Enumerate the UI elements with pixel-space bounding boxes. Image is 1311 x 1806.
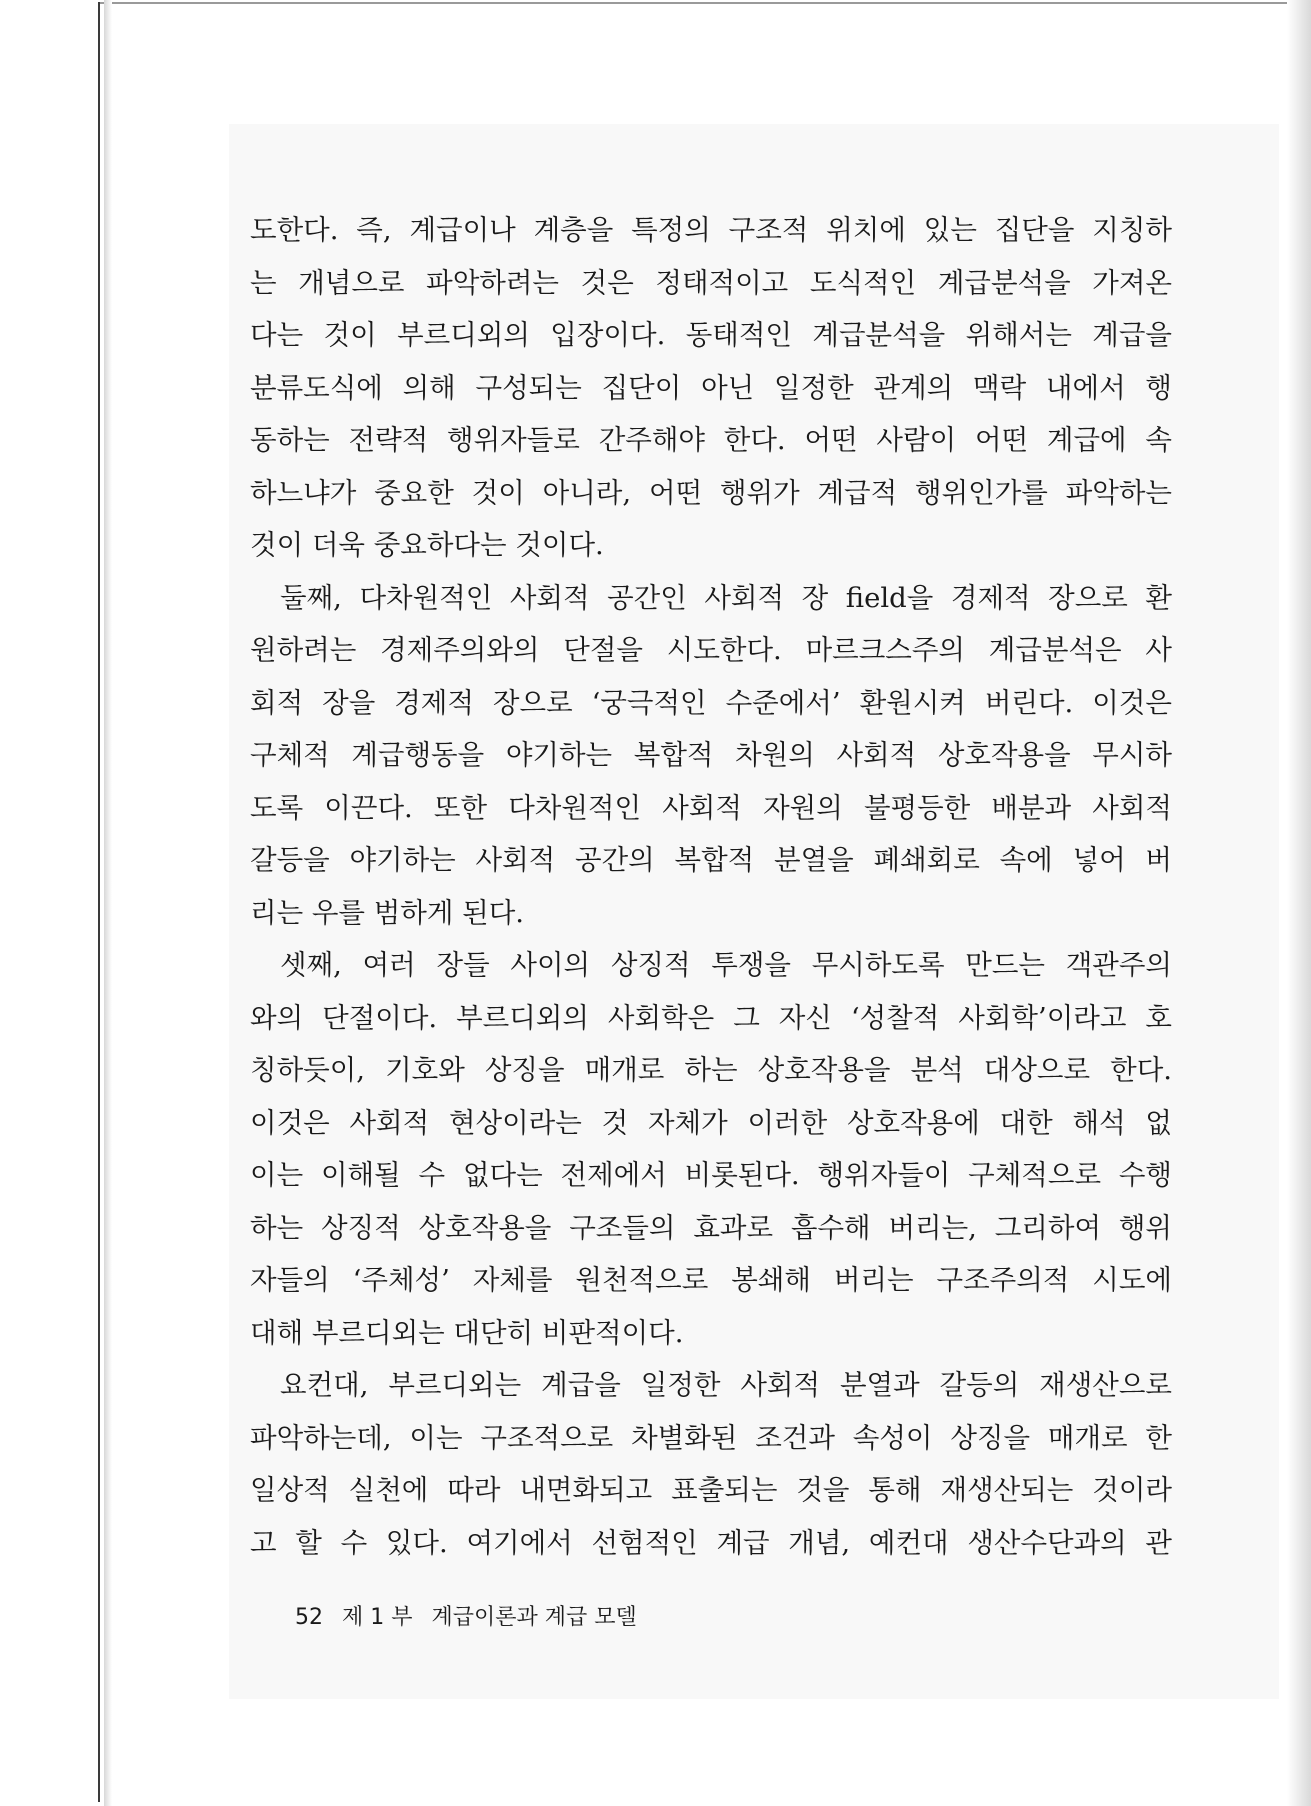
text-line: 하는 상징적 상호작용을 구조들의 효과로 흡수해 버리는, 그리하여 행위 [250, 1211, 1172, 1244]
page-footer [295, 1600, 637, 1631]
text-line: 회적 장을 경제적 장으로 ‘궁극적인 수준에서’ 환원시켜 버린다. 이것은 [250, 686, 1172, 719]
text-line: 자들의 ‘주체성’ 자체를 원천적으로 봉쇄해 버리는 구조주의적 시도에 [250, 1264, 1172, 1296]
text-line: 일상적 실천에 따라 내면화되고 표출되는 것을 통해 재생산되는 것이라 [250, 1474, 1172, 1506]
text-line: 파악하는데, 이는 구조적으로 차별화된 조건과 속성이 상징을 매개로 한 [250, 1421, 1172, 1454]
text-line: 것이 더욱 중요하다는 것이다. [250, 529, 604, 561]
text-line: 도록 이끈다. 또한 다차원적인 사회적 자원의 불평등한 배분과 사회적 [250, 791, 1172, 824]
text-line: 대해 부르디외는 대단히 비판적이다. [250, 1316, 684, 1349]
text-line: 동하는 전략적 행위자들로 간주해야 한다. 어떤 사람이 어떤 계급에 속 [250, 424, 1172, 456]
part-title: 계급이론과 계급 모델 [431, 1605, 637, 1630]
text-line: 이는 이해될 수 없다는 전제에서 비롯된다. 행위자들이 구체적으로 수행 [250, 1159, 1172, 1191]
text-line: 고 할 수 있다. 여기에서 선험적인 계급 개념, 예컨대 생산수단과의 관 [250, 1526, 1172, 1559]
text-line: 원하려는 경제주의와의 단절을 시도한다. 마르크스주의 계급분석은 사 [250, 634, 1172, 666]
text-line: 요컨대, 부르디외는 계급을 일정한 사회적 분열과 갈등의 재생산으로 [280, 1369, 1172, 1401]
text-line: 하느냐가 중요한 것이 아니라, 어떤 행위가 계급적 행위인가를 파악하는 [250, 476, 1172, 509]
body-text [250, 204, 1172, 1569]
text-line: 이것은 사회적 현상이라는 것 자체가 이러한 상호작용에 대한 해석 없 [250, 1106, 1172, 1139]
paragraph [250, 939, 1172, 1359]
paragraph [250, 572, 1172, 940]
page-binding-edge [104, 0, 112, 1806]
paragraph [250, 1359, 1172, 1569]
text-line: 둘째, 다차원적인 사회적 공간인 사회적 장 field을 경제적 장으로 환 [280, 581, 1172, 614]
text-line: 셋째, 여러 장들 사이의 상징적 투쟁을 무시하도록 만드는 객관주의 [280, 949, 1172, 981]
text-line: 분류도식에 의해 구성되는 집단이 아닌 일정한 관계의 맥락 내에서 행 [250, 371, 1172, 404]
page-top-edge [100, 2, 1289, 4]
page-number: 52 [295, 1605, 323, 1630]
text-line: 다는 것이 부르디외의 입장이다. 동태적인 계급분석을 위해서는 계급을 [250, 319, 1172, 351]
text-line: 도한다. 즉, 계급이나 계층을 특정의 구조적 위치에 있는 집단을 지칭하 [250, 214, 1172, 246]
part-label: 제 1 부 [342, 1605, 413, 1630]
text-line: 칭하듯이, 기호와 상징을 매개로 하는 상호작용을 분석 대상으로 한다. [250, 1054, 1172, 1086]
page-right-shadow [1287, 0, 1311, 1806]
text-line: 와의 단절이다. 부르디외의 사회학은 그 자신 ‘성찰적 사회학’이라고 호 [250, 1001, 1172, 1034]
text-line: 는 개념으로 파악하려는 것은 정태적이고 도식적인 계급분석을 가져온 [250, 266, 1172, 299]
text-line: 구체적 계급행동을 야기하는 복합적 차원의 사회적 상호작용을 무시하 [250, 739, 1172, 771]
text-line: 갈등을 야기하는 사회적 공간의 복합적 분열을 폐쇄회로 속에 넣어 버 [250, 844, 1172, 876]
text-line: 리는 우를 범하게 된다. [250, 896, 525, 929]
paragraph [250, 204, 1172, 572]
